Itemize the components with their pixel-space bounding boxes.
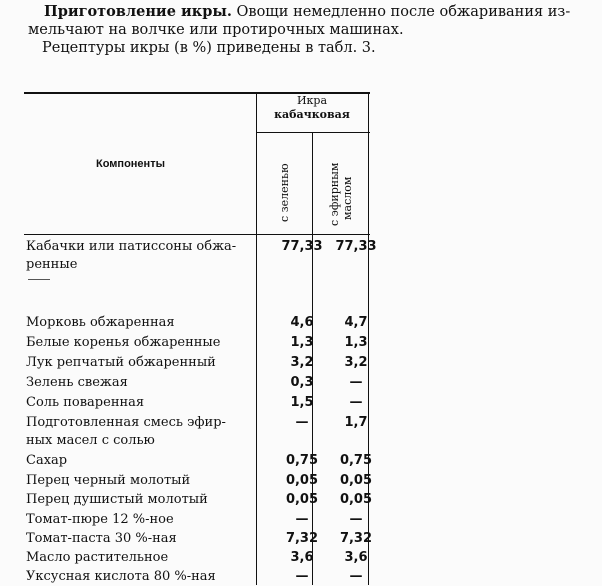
table-row-name-cont: ренные [26, 257, 78, 272]
table-cell-col2: — [349, 375, 363, 390]
table-cell-col1: 0,75 [285, 453, 319, 468]
table-cell-col1: 4,6 [290, 315, 314, 330]
group-header-line-1: Икра [296, 94, 328, 107]
table-row-name-cont: ных масел с солью [26, 433, 155, 448]
group-header-line-2: кабачковая [274, 108, 350, 121]
table-cell-col1: 7,32 [285, 531, 319, 546]
column-rule-1 [256, 92, 257, 585]
table-row-name: Томат-пюре 12 %-ное [26, 512, 174, 527]
col1-header: с зеленью [278, 163, 291, 222]
table-row-name: Морковь обжаренная [26, 315, 175, 330]
table-row-name: Уксусная кислота 80 %-ная [26, 569, 216, 584]
table-cell-col2: 4,7 [344, 315, 368, 330]
table-row-name: Перец черный молотый [26, 473, 191, 488]
table-cell-col1: 1,5 [290, 395, 314, 410]
table-cell-col2: — [349, 395, 363, 410]
table-row-name: Подготовленная смесь эфир- [26, 415, 226, 430]
header-bottom-rule [24, 234, 370, 235]
table-cell-col1: — [295, 512, 309, 527]
table-row-name: Перец душистый молотый [26, 492, 208, 507]
table-cell-col1: — [295, 569, 309, 584]
table-cell-col2: 77,33 [335, 239, 377, 254]
group-header [258, 94, 366, 122]
table-cell-col1: 3,6 [290, 550, 314, 565]
col2-header-line-1: с эфирным [328, 162, 341, 226]
table-cell-col2: 0,75 [339, 453, 373, 468]
intro-heading: Приготовление икры. [44, 3, 232, 20]
table-cell-col1: 77,33 [281, 239, 323, 254]
table-cell-col1: — [295, 415, 309, 430]
table-cell-col2: 3,6 [344, 550, 368, 565]
table-row-name: Масло растительное [26, 550, 169, 565]
table-row-name: Белые коренья обжаренные [26, 335, 221, 350]
table-cell-col1: 1,3 [290, 335, 314, 350]
decorative-mark [28, 279, 50, 280]
table-cell-col2: 7,32 [339, 531, 373, 546]
intro-line-1 [28, 3, 570, 21]
table-cell-col2: — [349, 569, 363, 584]
table-cell-col2: 1,3 [344, 335, 368, 350]
table-cell-col2: 0,05 [339, 473, 373, 488]
table-row-name: Томат-паста 30 %-ная [26, 531, 177, 546]
component-header: Компоненты [96, 158, 165, 170]
group-header-rule [256, 132, 370, 133]
table-cell-col1: 0,3 [290, 375, 314, 390]
col2-header-line-2: маслом [341, 176, 354, 220]
table-cell-col1: 0,05 [285, 473, 319, 488]
intro-line-3: Рецептуры икры (в %) приведены в табл. 3. [42, 40, 376, 56]
table-row-name: Кабачки или патиссоны обжа- [26, 239, 237, 254]
table-row-name: Соль поваренная [26, 395, 145, 410]
recipe-table [24, 92, 377, 585]
table-cell-col2: 1,7 [344, 415, 368, 430]
table-cell-col1: 0,05 [285, 492, 319, 507]
table-row-name: Зелень свежая [26, 375, 128, 390]
table-cell-col2: — [349, 512, 363, 527]
table-cell-col1: 3,2 [290, 355, 314, 370]
table-cell-col2: 3,2 [344, 355, 368, 370]
table-row-name: Лук репчатый обжаренный [26, 355, 216, 370]
table-cell-col2: 0,05 [339, 492, 373, 507]
intro-line-2: мельчают на волчке или протирочных машинах. [28, 22, 404, 38]
table-row-name: Сахар [26, 453, 68, 468]
intro-line-1-text: Овощи немедленно после обжаривания из- [231, 4, 571, 20]
